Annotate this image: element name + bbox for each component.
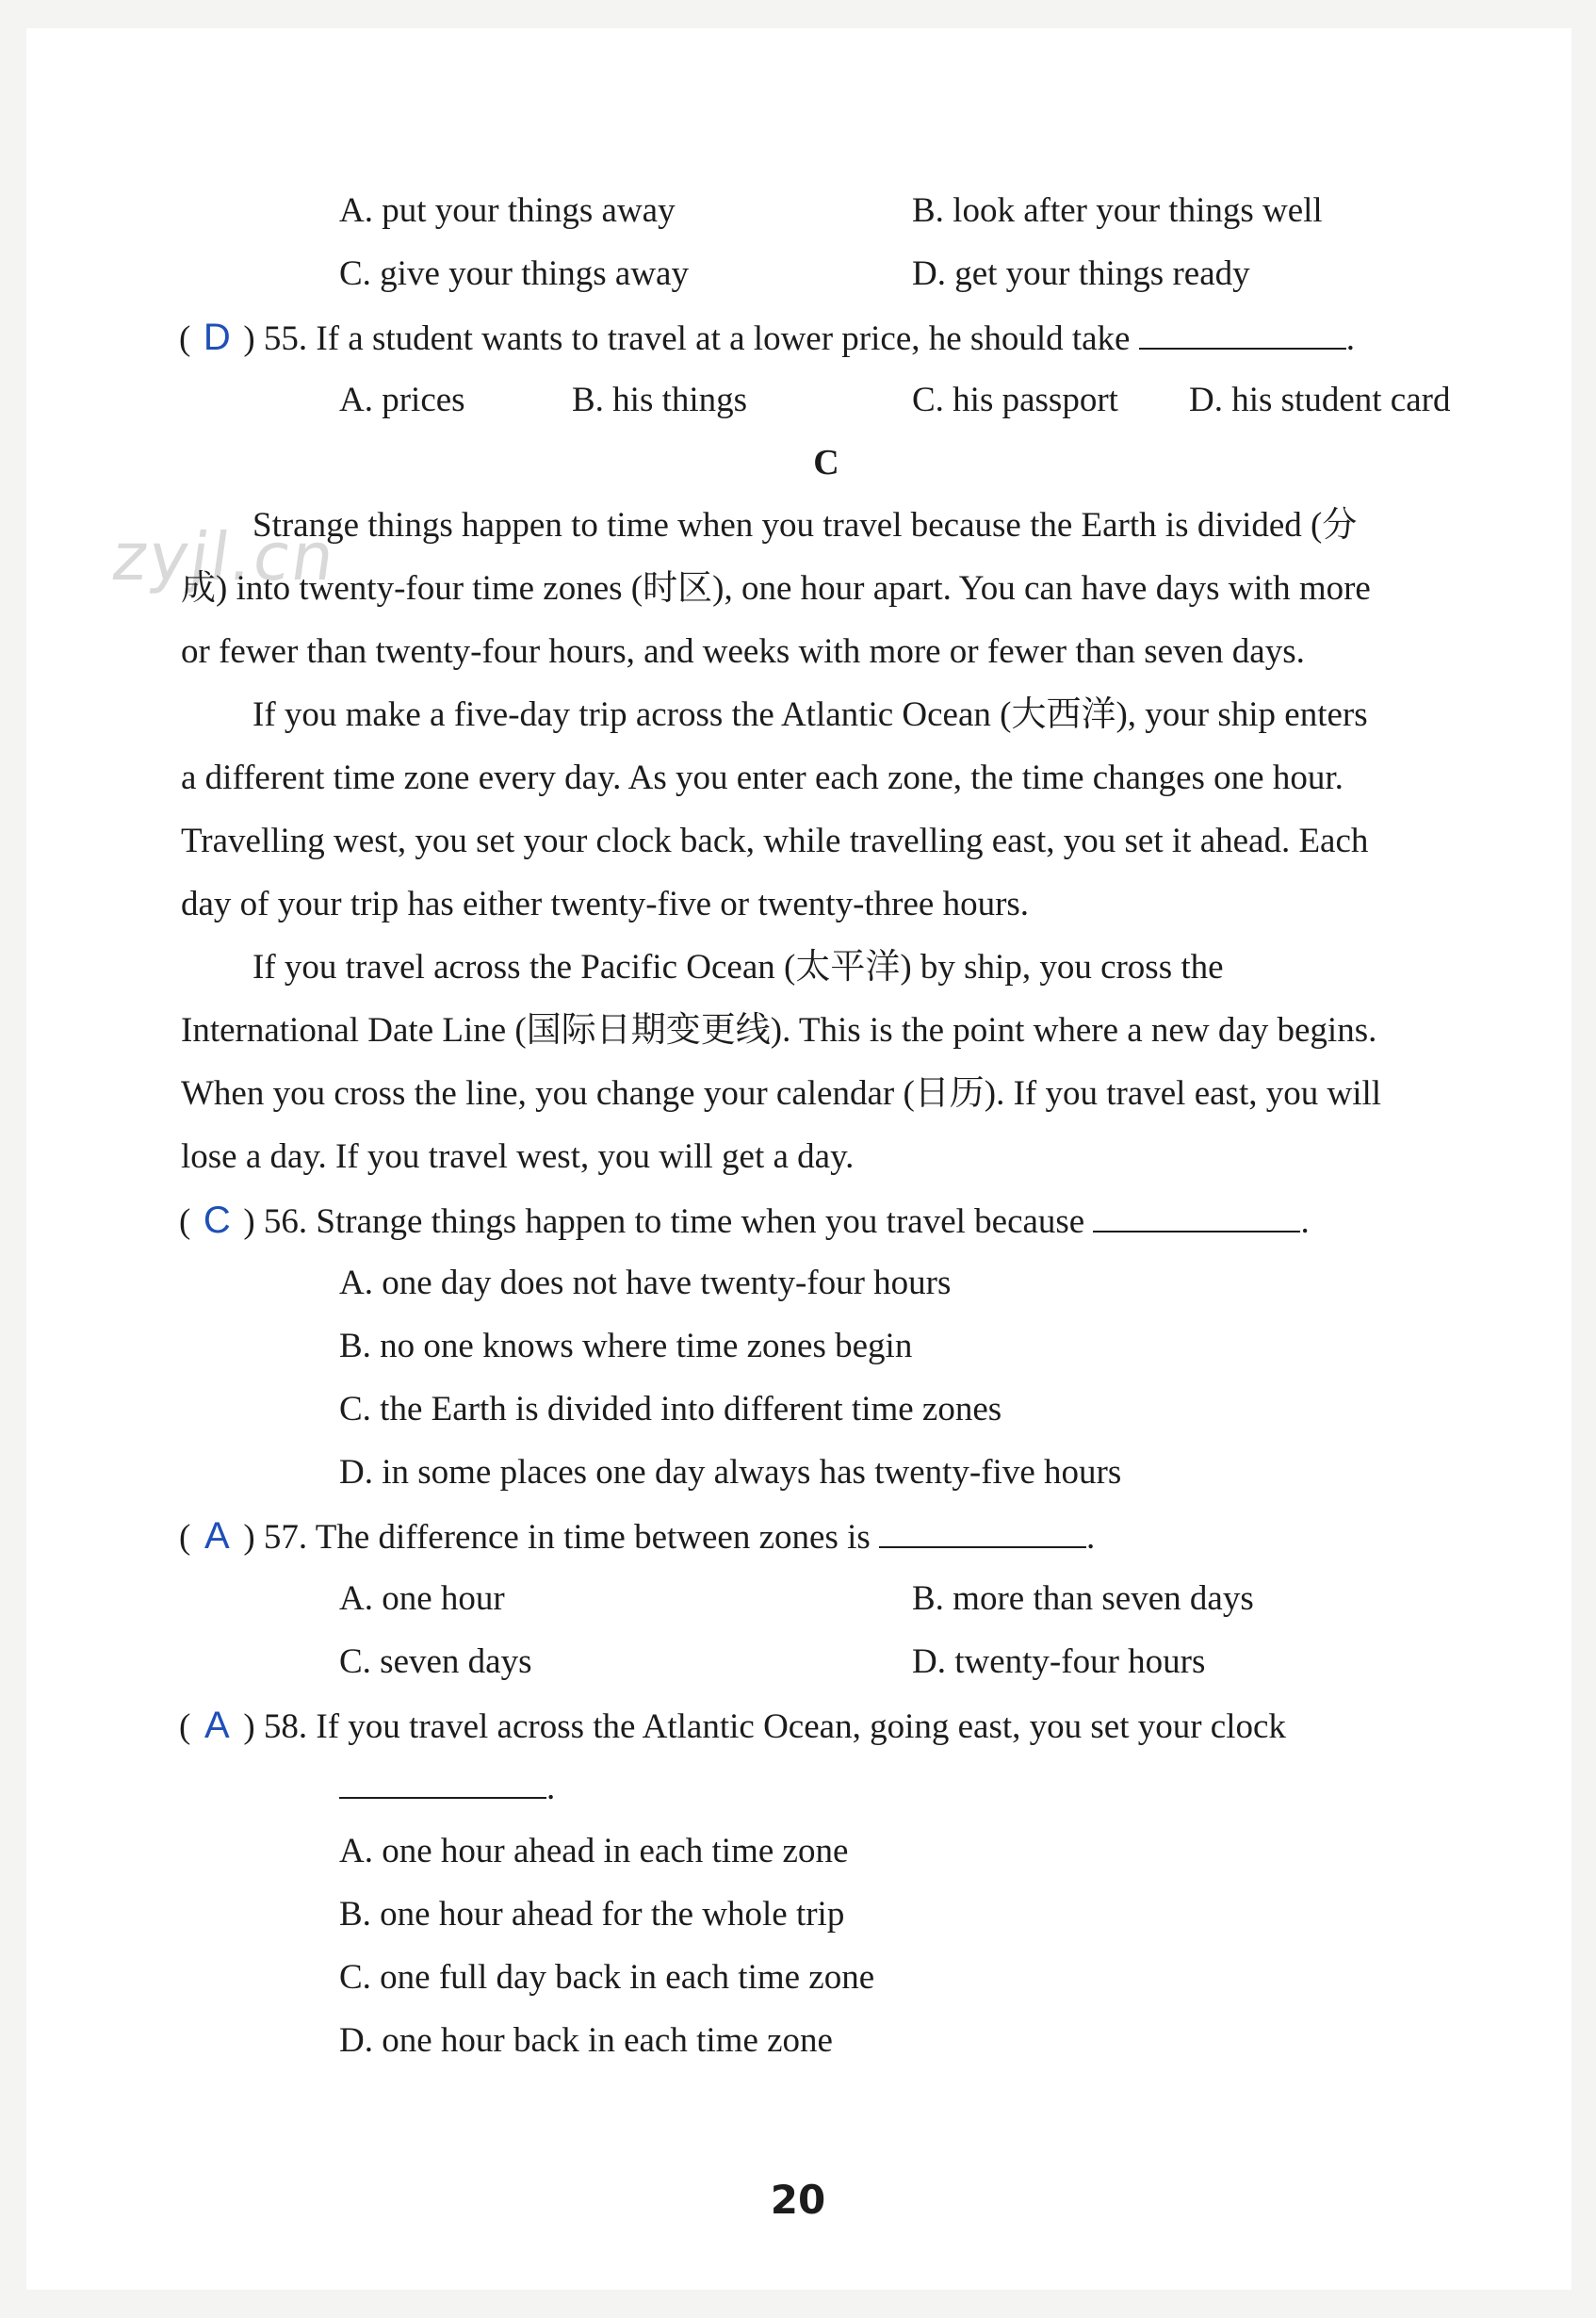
q55-option-b: B. his things: [572, 381, 748, 419]
q55-option-d: D. his student card: [1189, 381, 1451, 419]
q56-option-d: D. in some places one day always has twenty-five hours: [339, 1453, 1122, 1492]
prev-option-c: C. give your things away: [339, 254, 689, 293]
question-number-55: ) 55.: [243, 319, 308, 358]
q58-option-b: B. one hour ahead for the whole trip: [339, 1895, 845, 1934]
question-number-56: ) 56.: [243, 1202, 308, 1241]
question-55: ( D ) 55. If a student wants to travel at a lower price, he should take .: [179, 314, 1355, 363]
answer-58: A: [204, 1705, 230, 1746]
q56-option-c: C. the Earth is divided into different time zones: [339, 1390, 1002, 1428]
q58-option-a: A. one hour ahead in each time zone: [339, 1832, 849, 1870]
q55-option-c: C. his passport: [912, 381, 1118, 419]
q58-option-d: D. one hour back in each time zone: [339, 2021, 833, 2060]
answer-55: D: [203, 317, 231, 358]
passage-line: When you cross the line, you change your calendar (日历). If you travel east, you will: [181, 1074, 1382, 1113]
question-58: ( A ) 58. If you travel across the Atlantic Ocean, going east, you set your clock: [179, 1702, 1286, 1751]
answer-blank: [1093, 1202, 1300, 1232]
question-57: ( A ) 57. The difference in time between zones is .: [179, 1512, 1095, 1561]
answer-56: C: [203, 1200, 231, 1241]
q57-option-c: C. seven days: [339, 1642, 532, 1681]
q57-option-b: B. more than seven days: [912, 1579, 1254, 1618]
q58-blank-line: .: [339, 1765, 555, 1812]
watermark: zyjl.cn: [107, 518, 341, 596]
prev-option-d: D. get your things ready: [912, 254, 1250, 293]
passage-line: Travelling west, you set your clock back, while travelling east, you set it ahead. Each: [181, 822, 1369, 860]
passage-line: a different time zone every day. As you enter each zone, the time changes one hour.: [181, 759, 1344, 797]
passage-line: If you travel across the Pacific Ocean (太平洋) by ship, you cross the: [252, 948, 1224, 987]
section-heading: C: [813, 443, 839, 482]
answer-blank: [339, 1769, 546, 1799]
q56-option-b: B. no one knows where time zones begin: [339, 1327, 913, 1365]
passage-line: lose a day. If you travel west, you will get a day.: [181, 1137, 855, 1176]
q57-option-a: A. one hour: [339, 1579, 505, 1618]
answer-blank: [879, 1518, 1086, 1548]
passage-line: 成) into twenty-four time zones (时区), one hour apart. You can have days with more: [181, 569, 1371, 608]
passage-line: Strange things happen to time when you travel because the Earth is divided (分: [252, 506, 1358, 545]
passage-line: day of your trip has either twenty-five or twenty-three hours.: [181, 885, 1030, 923]
passage-line: International Date Line (国际日期变更线). This is the point where a new day begins.: [181, 1011, 1377, 1050]
question-58-text: If you travel across the Atlantic Ocean, going east, you set your clock: [316, 1707, 1286, 1746]
answer-blank: [1139, 319, 1346, 350]
question-56-text: Strange things happen to time when you travel because: [316, 1202, 1085, 1241]
prev-option-b: B. look after your things well: [912, 191, 1323, 230]
q58-option-c: C. one full day back in each time zone: [339, 1958, 875, 1997]
page-number: 20: [770, 2177, 826, 2223]
prev-option-a: A. put your things away: [339, 191, 676, 230]
answer-57: A: [204, 1515, 230, 1557]
passage-line: If you make a five-day trip across the Atlantic Ocean (大西洋), your ship enters: [252, 695, 1368, 734]
passage-line: or fewer than twenty-four hours, and weeks with more or fewer than seven days.: [181, 632, 1305, 671]
question-55-text: If a student wants to travel at a lower price, he should take: [316, 319, 1131, 358]
q56-option-a: A. one day does not have twenty-four hours: [339, 1264, 952, 1302]
question-57-text: The difference in time between zones is: [315, 1518, 871, 1557]
question-56: ( C ) 56. Strange things happen to time when you travel because .: [179, 1197, 1310, 1246]
question-number-57: ) 57.: [243, 1518, 308, 1557]
question-number-58: ) 58.: [243, 1707, 308, 1746]
q55-option-a: A. prices: [339, 381, 465, 419]
q57-option-d: D. twenty-four hours: [912, 1642, 1206, 1681]
